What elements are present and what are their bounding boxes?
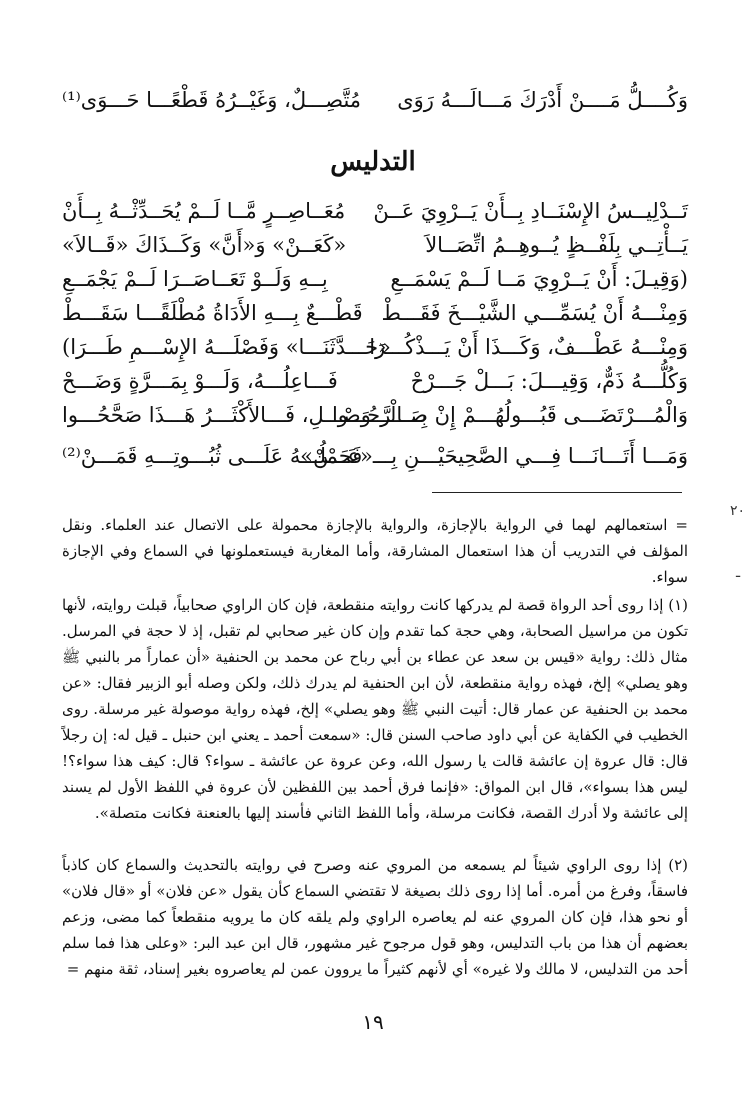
- verse-left-hemistich: مُعَــاصِــرٍ مَّــا لَــمْ يُحَــدِّثْــهُ بِــأَنْ: [62, 199, 346, 223]
- verse-right-hemistich: وَكُلُّـــهُ ذَمٌّ، وَقِيـــلَ: بَـــلْ جَـــرْحْ: [410, 369, 688, 393]
- verse-left-hemistich: «حَـــدَّثَنَـــا» وَفَصْلَـــهُ الإِسْـــمِ طَـــرَا): [62, 335, 391, 359]
- section-title: التدليس: [330, 147, 416, 177]
- verse-line: [62, 229, 688, 263]
- verse-right-hemistich: (وَقِيـلَ: أَنْ يَــرْوِيَ مَــا لَــمْ يَسْمَــعِ: [390, 267, 688, 291]
- verse-left-hemistich: «كَعَــنْ» وَ«أَنَّ» وَكَــذَاكَ «قَــالاَ»: [62, 233, 347, 257]
- verse-right-hemistich: وَمَـــا أَتَـــانَـــا فِـــي الصَّحِيحَيْـــنِ بِـــ«عَـــنْ»: [300, 444, 688, 468]
- verse-line: [62, 263, 688, 297]
- verse-left-hemistich: فَحَمْلُـــهُ عَلَـــى ثُبُـــوتِـــهِ قَمَـــنْ⁽²⁾: [62, 444, 363, 468]
- verse-line: [62, 195, 688, 229]
- verse-right-hemistich: وَمِنْـــهُ أَنْ يُسَمِّـــي الشَّيْـــخَ فَقَـــطْ: [381, 301, 688, 325]
- verse-right-hemistich: وَمِنْـــهُ عَطْـــفٌ، وَكَـــذَا أَنْ يَـــذْكُـــرَا: [369, 335, 688, 359]
- top-verse: [62, 84, 688, 118]
- verse-line: [62, 331, 688, 365]
- margin-mark: ٢٠: [730, 503, 746, 519]
- verse-right-hemistich: وَكُــــلُّ مَــــنْ أَدْرَكَ مَـــالَـــهُ رَوَى: [397, 88, 688, 112]
- footnote-divider: [432, 492, 682, 493]
- verse-right-hemistich: يَــأْتِــي بِلَفْــظٍ يُــوهِــمُ اتِّصَــالاَ: [425, 233, 688, 257]
- verse-left-hemistich: مُتَّصِـــلٌ، وَغَيْــرُهُ قَطْعًـــا حَـــوَى⁽¹⁾: [62, 88, 362, 112]
- verse-left-hemistich: بِـــالْـــوَصْـــلِ، فَـــالأَكْثَـــرُ هَـــذَا صَحَّحُـــوا: [62, 403, 428, 427]
- continuation-paragraph: = استعمالهم لهما في الرواية بالإجازة، والرواية بالإجازة محمولة على الاتصال عند العلماء. ونقل المؤلف في التدريب أن هذا استعمال المشارقة، وأما المغاربة فيستعملونها في السماع وفي الإجازة سواء.: [62, 516, 688, 586]
- page-number: ١٩: [362, 1010, 384, 1034]
- verse-line: [62, 399, 688, 433]
- verse-line: [62, 365, 688, 399]
- footnote-1: (١) إذا روى أحد الرواة قصة لم يدركها كانت روايته منقطعة، فإن كان الراوي صحابياً، قبلت روايته، لأنها تكون من مراسيل الصحابة، وهي حجة كما تقدم وإن كان غير صحابي لم تقبل، إذ لا حجة في المرسل. مثال ذلك: رواية «قيس بن سعد عن عطاء بن أبي رباح عن محمد بن الحنفية «أن عماراً مر بالنبي ﷺ وهو يصلي» إلخ، فهذه رواية منقطعة، لأن ابن الحنفية لم يدرك ذلك، ولكن وصله أبو الزبير فقال: «عن محمد بن الحنفية عن عمار قال: أتيت النبي ﷺ وهو يصلي» إلخ، فهذه رواية موصولة غير مرسلة. روى الخطيب في الكفاية عن أبي داود صاحب السنن قال: «سمعت أحمد ـ يعني ابن حنبل ـ قيل له: إن رجلاً قال: قال عروة إن عائشة قالت يا رسول الله، وعن عروة عن عائشة ـ سواء؟ قال: كيف هذا سواء؟! ليس هذا بسواء»، قال ابن المواق: «فإنما فرق أحمد بين اللفظين لأن عروة في اللفظ الأول لم يسند إلى عائشة ولا أدرك القصة، فكانت مرسلة، وأما اللفظ الثاني فأسند إليها بالعنعنة فكانت متصلة».: [62, 596, 688, 822]
- verse-left-hemistich: قَطْـــعٌ بِـــهِ الأَدَاةُ مُطْلَقًـــا سَقَـــطْ: [62, 301, 363, 325]
- verse-line: [62, 440, 688, 474]
- verse-left-hemistich: فَـــاعِلُـــهُ، وَلَـــوْ بِمَـــرَّةٍ وَضَـــحْ: [62, 369, 338, 393]
- verse-line: [62, 297, 688, 331]
- footnote-2: (٢) إذا روى الراوي شيئاً لم يسمعه من المروي عنه وصرح في روايته بالتحديث والسماع كان كاذباً فاسقاً، وفرغ من أمره. أما إذا روى ذلك بصيغة لا تقتضي السماع كأن يقول «عن فلان» أو «قال فلان» أو نحو هذا، فإن كان المروي عنه لم يعاصره الراوي ولم يلقه كان ما يرويه منقطعاً كما مضى، وزعم بعضهم أن هذا من باب التدليس، وهو قول مرجوح غير مشهور، قال ابن عبد البر: «وعلى هذا فما سلم أحد من التدليس، لا مالك ولا غيره» أي لأنهم كثيراً ما يروون عمن لم يعاصروه بغير إسناد، ثقة منهم =: [62, 856, 688, 978]
- verse-left-hemistich: بِــهِ وَلَــوْ تَعَــاصَــرَا لَــمْ يَجْمَــعِ: [62, 267, 328, 291]
- verse-right-hemistich: وَالْمُـــرْتَضَـــى قَبُـــولُهُـــمْ إِنْ صَـــرَّحُـــوا: [331, 403, 688, 427]
- margin-mark: ـ: [736, 565, 741, 581]
- verse-right-hemistich: تَــدْلِيــسُ الإِسْنَــادِ بِــأَنْ يَــرْوِيَ عَــنْ: [373, 199, 688, 223]
